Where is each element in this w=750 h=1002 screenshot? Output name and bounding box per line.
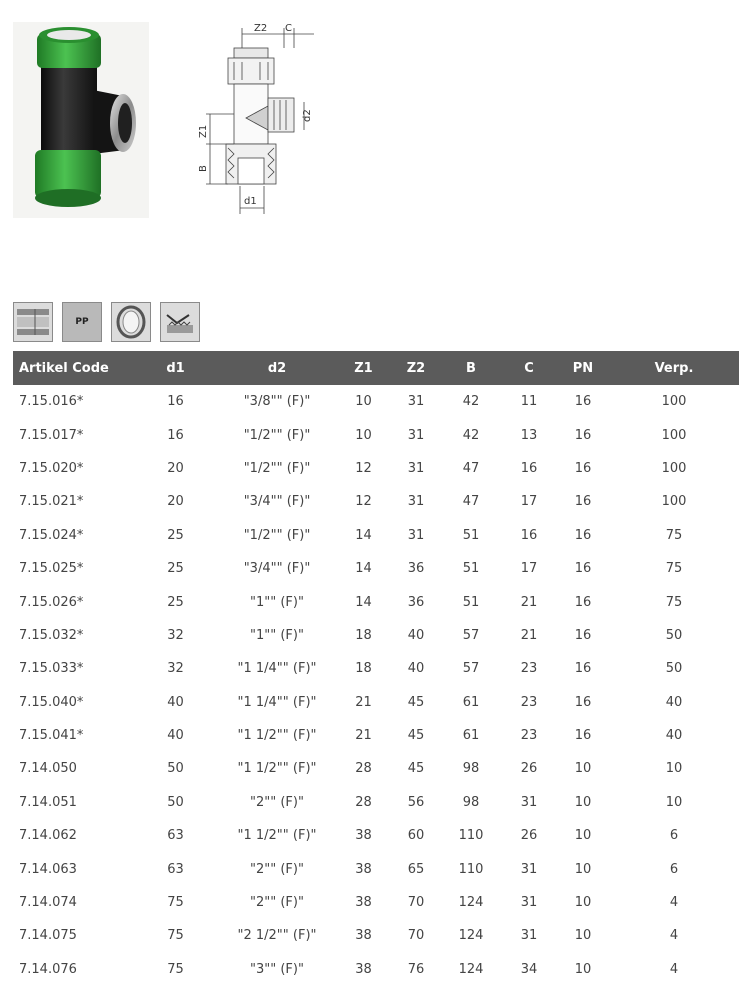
cell-d1: 32 (167, 661, 184, 677)
cell-d1: 63 (167, 828, 184, 844)
table-body (13, 385, 739, 986)
cell-c: 34 (520, 961, 538, 977)
cell-z2: 31 (407, 527, 425, 543)
col-header-verp: Verp. (609, 351, 739, 385)
cell-d2: "1"" (F)" (250, 594, 304, 610)
cell-pn: 10 (574, 794, 592, 810)
cell-d1: 25 (167, 561, 184, 577)
table-row (13, 852, 739, 885)
cell-z1: 21 (355, 728, 372, 744)
cell-c: 16 (520, 460, 538, 476)
cell-b: 124 (458, 961, 484, 977)
cell-c: 17 (520, 494, 538, 510)
cell-z2: 36 (407, 594, 425, 610)
cell-pn: 16 (574, 527, 592, 543)
cell-d1: 50 (167, 794, 184, 810)
cell-artikel-code: 7.15.024* (19, 527, 84, 543)
cell-verp: 10 (665, 761, 683, 777)
cell-verp: 6 (669, 828, 679, 844)
cell-d1: 32 (167, 627, 184, 643)
table-row (13, 719, 739, 752)
cell-pn: 16 (574, 394, 592, 410)
cell-z1: 18 (355, 627, 372, 643)
table-row (13, 686, 739, 719)
cell-z1: 12 (355, 494, 372, 510)
cell-z1: 18 (355, 661, 372, 677)
cell-b: 51 (462, 594, 480, 610)
cell-z1: 38 (355, 861, 372, 877)
cell-d1: 25 (167, 594, 184, 610)
cell-z1: 38 (355, 895, 372, 911)
cell-c: 16 (520, 527, 538, 543)
cell-z1: 28 (355, 761, 372, 777)
dim-b-label: B (198, 165, 209, 172)
cell-verp: 75 (665, 561, 683, 577)
table-row (13, 519, 739, 552)
table-header-row (13, 351, 739, 385)
table-row (13, 819, 739, 852)
cell-d2: "2"" (F)" (250, 794, 304, 810)
cell-d2: "3/4"" (F)" (243, 561, 311, 577)
cell-d1: 75 (167, 928, 184, 944)
cell-z1: 10 (355, 394, 372, 410)
cell-z1: 21 (355, 694, 372, 710)
table-row (13, 752, 739, 785)
table-row (13, 385, 739, 418)
col-header-d1: d1 (133, 351, 218, 385)
cell-c: 26 (520, 828, 538, 844)
cell-pn: 10 (574, 961, 592, 977)
dim-z2-label: Z2 (254, 23, 268, 34)
cell-b: 110 (458, 861, 484, 877)
col-header-artikel-code: Artikel Code (13, 351, 133, 385)
cell-verp: 50 (665, 627, 683, 643)
table-row (13, 452, 739, 485)
cell-d1: 40 (167, 694, 184, 710)
table-row (13, 485, 739, 518)
cell-b: 110 (458, 828, 484, 844)
cell-b: 51 (462, 561, 480, 577)
cell-d1: 50 (167, 761, 184, 777)
col-header-z2: Z2 (391, 351, 441, 385)
cell-z2: 45 (407, 694, 425, 710)
cell-pn: 10 (574, 761, 592, 777)
pipe-section-icon (13, 302, 53, 342)
table-row (13, 953, 739, 986)
cell-c: 13 (520, 427, 538, 443)
cell-verp: 4 (669, 961, 679, 977)
cell-verp: 50 (665, 661, 683, 677)
cell-d1: 75 (167, 961, 184, 977)
cell-b: 98 (462, 794, 480, 810)
cell-z1: 12 (355, 460, 372, 476)
cell-verp: 4 (669, 928, 679, 944)
cell-z2: 60 (407, 828, 425, 844)
cell-c: 11 (520, 394, 538, 410)
cell-verp: 75 (665, 527, 683, 543)
cell-z1: 10 (355, 427, 372, 443)
cell-pn: 16 (574, 594, 592, 610)
cell-z2: 31 (407, 394, 425, 410)
cell-b: 47 (462, 460, 480, 476)
cell-artikel-code: 7.15.016* (19, 394, 84, 410)
cell-c: 31 (520, 928, 538, 944)
cell-verp: 40 (665, 694, 683, 710)
cell-z2: 40 (407, 627, 425, 643)
col-header-z1: Z1 (336, 351, 391, 385)
cell-d2: "2 1/2"" (F)" (237, 928, 317, 944)
cell-d2: "3"" (F)" (250, 961, 304, 977)
cell-b: 42 (462, 427, 480, 443)
cell-c: 23 (520, 694, 538, 710)
cell-b: 57 (462, 627, 480, 643)
cell-b: 98 (462, 761, 480, 777)
col-header-pn: PN (557, 351, 609, 385)
cell-z2: 70 (407, 928, 425, 944)
cell-z1: 38 (355, 961, 372, 977)
cell-d2: "2"" (F)" (250, 861, 304, 877)
cell-c: 21 (520, 627, 538, 643)
cell-artikel-code: 7.15.020* (19, 460, 84, 476)
cell-z2: 31 (407, 494, 425, 510)
cell-artikel-code: 7.15.017* (19, 427, 84, 443)
cell-c: 17 (520, 561, 538, 577)
cell-d2: "3/4"" (F)" (243, 494, 311, 510)
cell-pn: 10 (574, 828, 592, 844)
cell-c: 31 (520, 794, 538, 810)
cell-verp: 100 (661, 460, 687, 476)
cell-artikel-code: 7.15.032* (19, 627, 84, 643)
cell-d2: "3/8"" (F)" (243, 394, 311, 410)
dim-z1-label: Z1 (198, 124, 209, 138)
cell-d2: "1"" (F)" (250, 627, 304, 643)
table-row (13, 418, 739, 451)
cell-z1: 38 (355, 828, 372, 844)
table-row (13, 585, 739, 618)
cell-artikel-code: 7.14.063 (19, 861, 77, 877)
cell-c: 21 (520, 594, 538, 610)
cell-d1: 63 (167, 861, 184, 877)
cell-d2: "1 1/4"" (F)" (237, 694, 317, 710)
col-header-d2: d2 (218, 351, 336, 385)
cell-pn: 10 (574, 928, 592, 944)
cell-artikel-code: 7.15.021* (19, 494, 84, 510)
cell-z2: 70 (407, 895, 425, 911)
cell-artikel-code: 7.15.026* (19, 594, 84, 610)
cell-d2: "1 1/2"" (F)" (237, 728, 317, 744)
cell-d1: 20 (167, 460, 184, 476)
cell-pn: 10 (574, 895, 592, 911)
cell-c: 31 (520, 861, 538, 877)
table-row (13, 919, 739, 952)
cell-d2: "1/2"" (F)" (243, 427, 311, 443)
thread-tool-icon (160, 302, 200, 342)
cell-z2: 31 (407, 427, 425, 443)
cell-artikel-code: 7.14.076 (19, 961, 77, 977)
cell-b: 42 (462, 394, 480, 410)
table-row (13, 652, 739, 685)
cell-pn: 10 (574, 861, 592, 877)
cell-pn: 16 (574, 460, 592, 476)
cell-c: 31 (520, 895, 538, 911)
cell-artikel-code: 7.14.075 (19, 928, 77, 944)
cell-c: 23 (520, 728, 538, 744)
cell-b: 47 (462, 494, 480, 510)
cell-d1: 20 (167, 494, 184, 510)
cell-pn: 16 (574, 661, 592, 677)
dim-d1-label: d1 (244, 196, 257, 207)
cell-pn: 16 (574, 627, 592, 643)
cell-b: 51 (462, 527, 480, 543)
cell-artikel-code: 7.15.033* (19, 661, 84, 677)
cell-c: 26 (520, 761, 538, 777)
dim-d2-label: d2 (302, 109, 313, 122)
cell-d2: "1/2"" (F)" (243, 527, 311, 543)
cell-d1: 40 (167, 728, 184, 744)
cell-d2: "1/2"" (F)" (243, 460, 311, 476)
cell-verp: 100 (661, 494, 687, 510)
cell-z2: 45 (407, 728, 425, 744)
cell-z2: 36 (407, 561, 425, 577)
feature-badges (13, 302, 200, 344)
cell-artikel-code: 7.15.025* (19, 561, 84, 577)
cell-d2: "2"" (F)" (250, 895, 304, 911)
pp-badge-label: PP (75, 317, 89, 327)
pp-material-icon (62, 302, 102, 342)
cell-artikel-code: 7.14.062 (19, 828, 77, 844)
cell-verp: 6 (669, 861, 679, 877)
cell-z1: 14 (355, 527, 372, 543)
cell-d2: "1 1/4"" (F)" (237, 661, 317, 677)
cell-z1: 28 (355, 794, 372, 810)
cell-b: 124 (458, 928, 484, 944)
cell-z1: 38 (355, 928, 372, 944)
cell-d2: "1 1/2"" (F)" (237, 828, 317, 844)
cell-artikel-code: 7.14.050 (19, 761, 77, 777)
cell-verp: 100 (661, 427, 687, 443)
cell-artikel-code: 7.15.040* (19, 694, 84, 710)
spec-table (13, 351, 739, 986)
cell-pn: 16 (574, 694, 592, 710)
dim-c-label: C (285, 23, 292, 34)
cell-z2: 40 (407, 661, 425, 677)
cell-pn: 16 (574, 561, 592, 577)
seal-ring-icon (111, 302, 151, 342)
cell-z2: 56 (407, 794, 425, 810)
cell-pn: 16 (574, 494, 592, 510)
cell-verp: 4 (669, 895, 679, 911)
technical-drawing (194, 18, 334, 216)
cell-b: 61 (462, 728, 480, 744)
cell-z1: 14 (355, 594, 372, 610)
cell-artikel-code: 7.14.074 (19, 895, 77, 911)
cell-d1: 25 (167, 527, 184, 543)
cell-verp: 100 (661, 394, 687, 410)
cell-d1: 16 (167, 427, 184, 443)
cell-pn: 16 (574, 728, 592, 744)
cell-b: 124 (458, 895, 484, 911)
table-row (13, 886, 739, 919)
col-header-c: C (501, 351, 557, 385)
cell-verp: 10 (665, 794, 683, 810)
cell-d1: 75 (167, 895, 184, 911)
cell-artikel-code: 7.14.051 (19, 794, 77, 810)
cell-z2: 76 (407, 961, 425, 977)
cell-verp: 75 (665, 594, 683, 610)
cell-c: 23 (520, 661, 538, 677)
cell-b: 57 (462, 661, 480, 677)
table-row (13, 552, 739, 585)
cell-verp: 40 (665, 728, 683, 744)
cell-z2: 65 (407, 861, 425, 877)
table-row (13, 786, 739, 819)
cell-z2: 31 (407, 460, 425, 476)
table-row (13, 619, 739, 652)
cell-d2: "1 1/2"" (F)" (237, 761, 317, 777)
cell-z2: 45 (407, 761, 425, 777)
cell-d1: 16 (167, 394, 184, 410)
cell-artikel-code: 7.15.041* (19, 728, 84, 744)
cell-pn: 16 (574, 427, 592, 443)
cell-b: 61 (462, 694, 480, 710)
col-header-b: B (441, 351, 501, 385)
cell-z1: 14 (355, 561, 372, 577)
product-photo (13, 22, 149, 218)
